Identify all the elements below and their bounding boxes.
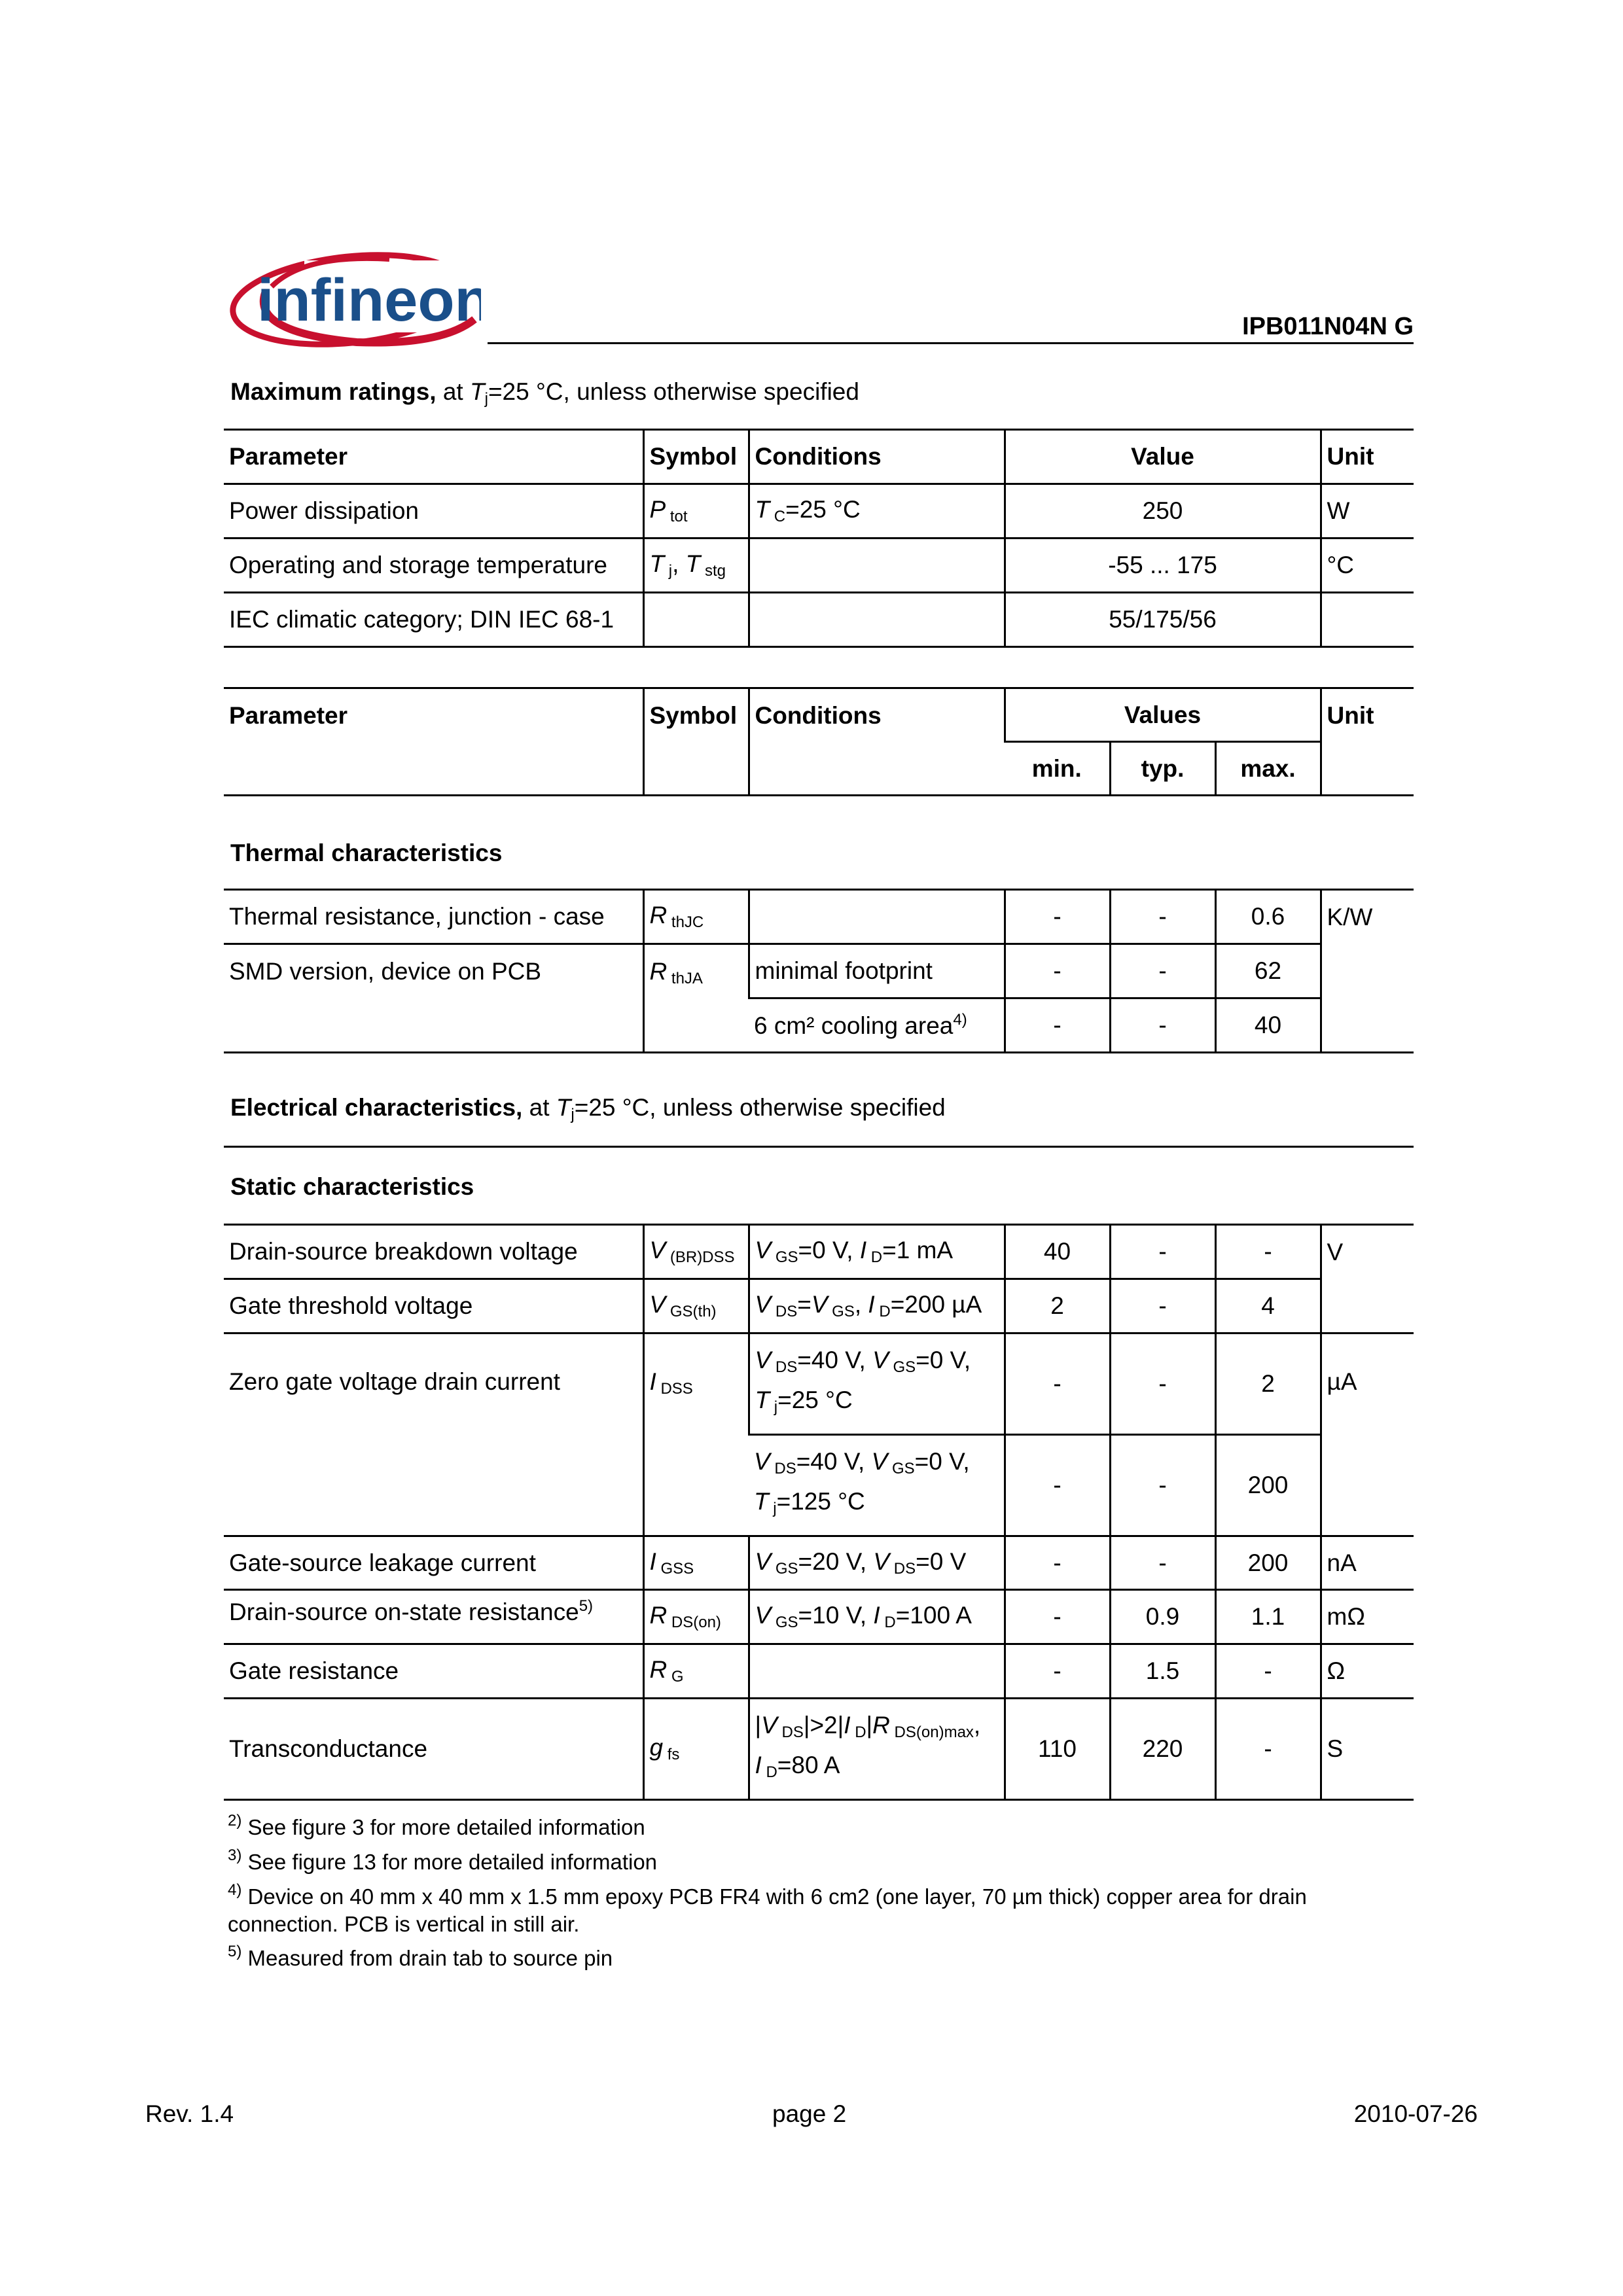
parameter-cell: Drain-source on-state resistance$^{5)}$: [224, 1590, 643, 1644]
conditions-cell: V $_{DS}$=40 V, V $_{GS}$=0 V, T $_j$=25 °C: [749, 1333, 1005, 1435]
conditions-cell: V $_{DS}$=40 V, V $_{GS}$=0 V, T $_j$=125 °C: [749, 1435, 1005, 1536]
max-cell: 200: [1215, 1435, 1321, 1536]
typ-cell: -: [1110, 1279, 1215, 1333]
typ-cell: -: [1110, 998, 1215, 1053]
parameter-cell: Gate-source leakage current: [224, 1536, 643, 1590]
footnote-2: $^{2)}$ See figure 3 for more detailed information: [228, 1812, 645, 1839]
typ-cell: -: [1110, 1435, 1215, 1536]
min-cell: 40: [1005, 1225, 1110, 1279]
typ-cell: -: [1110, 944, 1215, 998]
max-cell: 1.1: [1215, 1590, 1321, 1644]
typ-cell: -: [1110, 1536, 1215, 1590]
section-rule: [224, 1146, 1414, 1148]
symbol-cell: R $_{thJA}$: [643, 944, 749, 1053]
conditions-cell: V $_{DS}$=V $_{GS}$, I $_D$=200 µA: [749, 1279, 1005, 1333]
symbol-cell: [643, 593, 749, 647]
thermal-table: [224, 889, 1414, 1053]
table-row: [224, 1225, 1414, 1279]
typ-cell: 0.9: [1110, 1590, 1215, 1644]
header-conditions: Conditions: [749, 430, 1005, 484]
conditions-cell: [749, 539, 1005, 593]
symbol-cell: R $_{thJC}$: [643, 890, 749, 944]
footnote-5: $^{5)}$ Measured from drain tab to source pin: [228, 1943, 613, 1970]
table-row: [224, 890, 1414, 944]
unit-cell: W: [1321, 484, 1414, 539]
max-cell: -: [1215, 1644, 1321, 1699]
unit-cell: mΩ: [1321, 1590, 1414, 1644]
parameter-cell: Gate resistance: [224, 1644, 643, 1699]
table-row: [224, 1279, 1414, 1333]
table-header-row: [224, 430, 1414, 484]
conditions-cell: [749, 890, 1005, 944]
unit-cell: S: [1321, 1699, 1414, 1800]
footnote-3: $^{3)}$ See figure 13 for more detailed information: [228, 1846, 658, 1874]
header-parameter: Parameter: [224, 688, 643, 796]
conditions-cell: 6 cm² cooling area$^{4)}$: [749, 998, 1005, 1053]
header-parameter: Parameter: [224, 430, 643, 484]
min-cell: 110: [1005, 1699, 1110, 1800]
thermal-title: Thermal characteristics: [230, 839, 503, 866]
conditions-cell: |V $_{DS}$|>2|I $_D$|R $_{DS(on)max}$, I $_D$=80 A: [749, 1699, 1005, 1800]
min-cell: -: [1005, 944, 1110, 998]
value-cell: -55 ... 175: [1005, 539, 1321, 593]
header-rule: [488, 342, 1414, 344]
unit-cell: °C: [1321, 539, 1414, 593]
conditions-cell: T $_C$=25 °C: [749, 484, 1005, 539]
part-number: IPB011N04N G: [1242, 313, 1414, 340]
max-ratings-table: [224, 429, 1414, 648]
min-cell: -: [1005, 998, 1110, 1053]
table-row: [224, 1644, 1414, 1699]
symbol-cell: T $_j$, T $_{stg}$: [643, 539, 749, 593]
min-cell: -: [1005, 1435, 1110, 1536]
conditions-cell: V $_{GS}$=10 V, I $_D$=100 A: [749, 1590, 1005, 1644]
min-cell: -: [1005, 1590, 1110, 1644]
parameter-cell: IEC climatic category; DIN IEC 68-1: [224, 593, 643, 647]
parameter-cell: Thermal resistance, junction - case: [224, 890, 643, 944]
unit-cell: nA: [1321, 1536, 1414, 1590]
table-row: [224, 539, 1414, 593]
unit-cell: µA: [1321, 1333, 1414, 1536]
header-symbol: Symbol: [643, 688, 749, 796]
parameter-cell: Power dissipation: [224, 484, 643, 539]
value-cell: 250: [1005, 484, 1321, 539]
max-cell: 0.6: [1215, 890, 1321, 944]
symbol-cell: R $_G$: [643, 1644, 749, 1699]
values-header-table: [224, 687, 1414, 796]
min-cell: 2: [1005, 1279, 1110, 1333]
min-cell: -: [1005, 890, 1110, 944]
conditions-cell: [749, 1644, 1005, 1699]
symbol-cell: V $_{GS(th)}$: [643, 1279, 749, 1333]
parameter-cell: Transconductance: [224, 1699, 643, 1800]
unit-cell: K/W: [1321, 890, 1414, 1053]
table-row: [224, 1590, 1414, 1644]
conditions-cell: V $_{GS}$=20 V, V $_{DS}$=0 V: [749, 1536, 1005, 1590]
unit-cell: Ω: [1321, 1644, 1414, 1699]
table-row: [224, 944, 1414, 998]
min-cell: -: [1005, 1333, 1110, 1435]
header-typ: typ.: [1110, 742, 1215, 796]
unit-cell: [1321, 593, 1414, 647]
symbol-cell: I $_{DSS}$: [643, 1333, 749, 1536]
typ-cell: -: [1110, 890, 1215, 944]
value-cell: 55/175/56: [1005, 593, 1321, 647]
max-cell: 4: [1215, 1279, 1321, 1333]
typ-cell: -: [1110, 1333, 1215, 1435]
header-unit: Unit: [1321, 688, 1414, 796]
parameter-cell: Gate threshold voltage: [224, 1279, 643, 1333]
static-title: Static characteristics: [230, 1173, 474, 1200]
footer-revision: Rev. 1.4: [145, 2100, 234, 2127]
symbol-cell: I $_{GSS}$: [643, 1536, 749, 1590]
table-row: [224, 484, 1414, 539]
table-row: [224, 1333, 1414, 1435]
header-symbol: Symbol: [643, 430, 749, 484]
typ-cell: 1.5: [1110, 1644, 1215, 1699]
max-cell: -: [1215, 1225, 1321, 1279]
electrical-caption: Electrical characteristics, at $T_j=25$ °C, unless otherwise specified: [230, 1094, 946, 1123]
static-table: [224, 1224, 1414, 1801]
table-row: [224, 1536, 1414, 1590]
max-cell: 2: [1215, 1333, 1321, 1435]
max-cell: 40: [1215, 998, 1321, 1053]
header-value: Value: [1005, 430, 1321, 484]
header-min: min.: [1005, 742, 1110, 796]
min-cell: -: [1005, 1644, 1110, 1699]
conditions-cell: V $_{GS}$=0 V, I $_D$=1 mA: [749, 1225, 1005, 1279]
conditions-cell: minimal footprint: [749, 944, 1005, 998]
max-cell: 200: [1215, 1536, 1321, 1590]
header-conditions: Conditions: [749, 688, 1005, 796]
max-ratings-caption: Maximum ratings, at $T_j=25$ °C, unless otherwise specified: [230, 378, 859, 408]
svg-text:infineon: infineon: [257, 267, 481, 334]
typ-cell: -: [1110, 1225, 1215, 1279]
symbol-cell: R $_{DS(on)}$: [643, 1590, 749, 1644]
symbol-cell: P $_{tot}$: [643, 484, 749, 539]
footer-date: 2010-07-26: [1353, 2100, 1478, 2127]
infineon-logo: [226, 247, 481, 352]
footnote-4: $^{4)}$ Device on 40 mm x 40 mm x 1.5 mm epoxy PCB FR4 with 6 cm2 (one layer, 70 µm thick) copper area for drain connection. PCB is vertical in still air.: [228, 1881, 1307, 1936]
max-cell: 62: [1215, 944, 1321, 998]
conditions-cell: [749, 593, 1005, 647]
parameter-cell: SMD version, device on PCB: [224, 944, 643, 1053]
symbol-cell: g $_{fs}$: [643, 1699, 749, 1800]
header-max: max.: [1215, 742, 1321, 796]
header-values: Values: [1005, 688, 1321, 742]
table-row: [224, 1699, 1414, 1800]
unit-cell: V: [1321, 1225, 1414, 1333]
footer-page: page 2: [772, 2100, 847, 2127]
parameter-cell: Operating and storage temperature: [224, 539, 643, 593]
parameter-cell: Drain-source breakdown voltage: [224, 1225, 643, 1279]
max-cell: -: [1215, 1699, 1321, 1800]
table-header-row: [224, 688, 1414, 742]
header-unit: Unit: [1321, 430, 1414, 484]
parameter-cell: Zero gate voltage drain current: [224, 1333, 643, 1536]
min-cell: -: [1005, 1536, 1110, 1590]
table-row: [224, 593, 1414, 647]
symbol-cell: V $_{(BR)DSS}$: [643, 1225, 749, 1279]
typ-cell: 220: [1110, 1699, 1215, 1800]
